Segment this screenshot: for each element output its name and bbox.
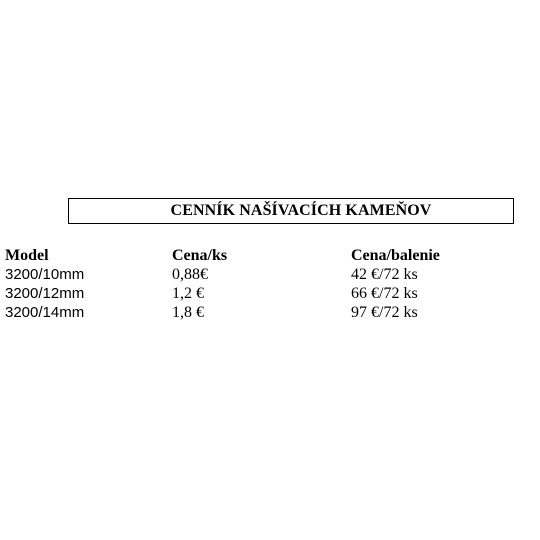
- price-table: [5, 246, 525, 322]
- table-row: [5, 265, 525, 284]
- title-box: [68, 198, 514, 224]
- header-model: Model: [5, 247, 49, 264]
- table-header-row: [5, 246, 525, 265]
- unit-price-cell: 1,2 €: [172, 285, 204, 302]
- pack-price-cell: 97 €/72 ks: [351, 304, 418, 321]
- table-row: [5, 303, 525, 322]
- pack-price-cell: 66 €/72 ks: [351, 285, 418, 302]
- header-unit-price: Cena/ks: [172, 247, 228, 264]
- header-pack-price: Cena/balenie: [351, 247, 440, 264]
- model-cell: 3200/12mm: [5, 285, 85, 302]
- model-cell: 3200/10mm: [5, 266, 85, 283]
- unit-price-cell: 0,88€: [172, 266, 208, 283]
- model-cell: 3200/14mm: [5, 304, 85, 321]
- pack-price-cell: 42 €/72 ks: [351, 266, 418, 283]
- table-row: [5, 284, 525, 303]
- unit-price-cell: 1,8 €: [172, 304, 204, 321]
- page-title: CENNÍK NAŠÍVACÍCH KAMEŇOV: [170, 202, 432, 219]
